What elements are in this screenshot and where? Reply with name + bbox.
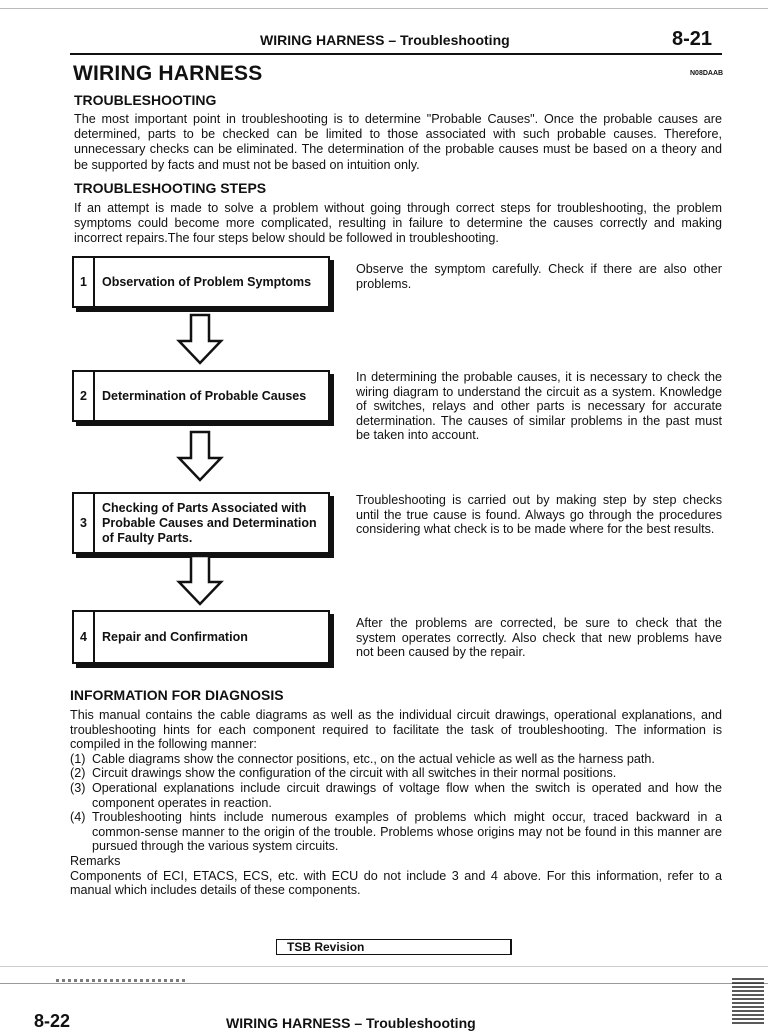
step-box-3 <box>72 492 330 554</box>
step-number: 1 <box>74 258 95 306</box>
list-item-number: (1) <box>70 751 86 766</box>
step-box-1 <box>72 256 330 308</box>
list-item <box>70 810 722 854</box>
list-item-number: (4) <box>70 810 86 825</box>
info-diagnosis-heading: INFORMATION FOR DIAGNOSIS <box>70 687 284 703</box>
tsb-revision-box: TSB Revision <box>276 939 512 955</box>
down-arrow-icon <box>176 313 226 365</box>
remarks-text: Components of ECI, ETACS, ECS, etc. with ECU do not include 3 and 4 above. For this information, refer to a manual which includes details of these components. <box>70 868 722 898</box>
down-arrow-icon <box>176 554 226 606</box>
page-code: N08DAAB <box>690 70 724 77</box>
list-item-number: (3) <box>70 780 86 795</box>
info-diagnosis-body <box>70 708 722 898</box>
step-number: 3 <box>74 494 95 552</box>
footer-rule <box>0 983 768 984</box>
list-item-text: Circuit drawings show the configuration of the circuit with all switches in their normal positions. <box>92 766 617 781</box>
remarks-label: Remarks <box>70 853 121 868</box>
step-description-2: In determining the probable causes, it is necessary to check the wiring diagram to understand the circuit as a system. Knowledge of switches, relays and other parts is necessary for accurate determination. The causes of similar problems in the past must be taken into account. <box>356 370 722 442</box>
step-label: Determination of Probable Causes <box>102 388 307 403</box>
next-page-title: WIRING HARNESS – Troubleshooting <box>226 1015 476 1031</box>
scan-artifact <box>56 979 186 982</box>
footer-rule <box>0 966 768 967</box>
list-item-text: Troubleshooting hints include numerous examples of problems which might occur, traced backward in a common-sense manner to the origin of the trouble. Problems whose origins may not be found in this manner are pursued through the various system circuits. <box>92 810 722 854</box>
list-item-number: (2) <box>70 766 86 781</box>
list-item-text: Operational explanations include circuit drawings of voltage flow when the switch is operated and how the component operates in reaction. <box>92 780 722 810</box>
header-rule <box>70 53 722 55</box>
step-description-3: Troubleshooting is carried out by making step by step checks until the true cause is found. Always go through the procedures considering what check is to be made where for the best results. <box>356 493 722 536</box>
step-description-4: After the problems are corrected, be sure to check that the system operates correctly. Also check that new problems have not been caused by the repair. <box>356 616 722 659</box>
step-label: Repair and Confirmation <box>102 629 248 644</box>
barcode-icon <box>732 976 764 1024</box>
troubleshooting-steps-heading: TROUBLESHOOTING STEPS <box>74 180 267 196</box>
troubleshooting-heading: TROUBLESHOOTING <box>74 92 217 108</box>
step-box-4 <box>72 610 330 664</box>
step-box-2 <box>72 370 330 422</box>
list-item <box>70 752 722 767</box>
list-item-text: Cable diagrams show the connector positions, etc., on the actual vehicle as well as the harness path. <box>92 751 655 766</box>
step-description-1: Observe the symptom carefully. Check if there are also other problems. <box>356 262 722 291</box>
step-label: Checking of Parts Associated with Probable Causes and Determination of Faulty Parts. <box>102 500 317 545</box>
next-page-number: 8-22 <box>34 1011 71 1031</box>
top-border-rule <box>0 8 768 9</box>
troubleshooting-paragraph: The most important point in troubleshooting is to determine "Probable Causes". Once the probable causes are determined, parts to be checked can be limited to those associated with such probable causes. Therefore, unnecessary checks can be eliminated. The determination of the probable causes must be based on a theory and be supported by facts and must not be based on intuition only. <box>74 112 722 172</box>
list-item <box>70 766 722 781</box>
header-title: WIRING HARNESS – Troubleshooting <box>260 32 510 48</box>
page-title: WIRING HARNESS <box>73 62 263 85</box>
header-page-number: 8-21 <box>672 28 713 50</box>
list-item <box>70 781 722 810</box>
step-label: Observation of Problem Symptoms <box>102 274 312 289</box>
troubleshooting-steps-paragraph: If an attempt is made to solve a problem without going through correct steps for troubleshooting, the problem symptoms could become more complicated, resulting in failure to determine the causes correctly and making incorrect repairs.The four steps below should be followed in troubleshooting. <box>74 201 722 246</box>
step-number: 4 <box>74 612 95 662</box>
step-number: 2 <box>74 372 95 420</box>
down-arrow-icon <box>176 430 226 482</box>
info-intro-paragraph: This manual contains the cable diagrams as well as the individual circuit drawings, operational explanations, and troubleshooting hints for each component required to facilitate the task of troubleshooting. The information is compiled in the following manner: <box>70 708 722 752</box>
